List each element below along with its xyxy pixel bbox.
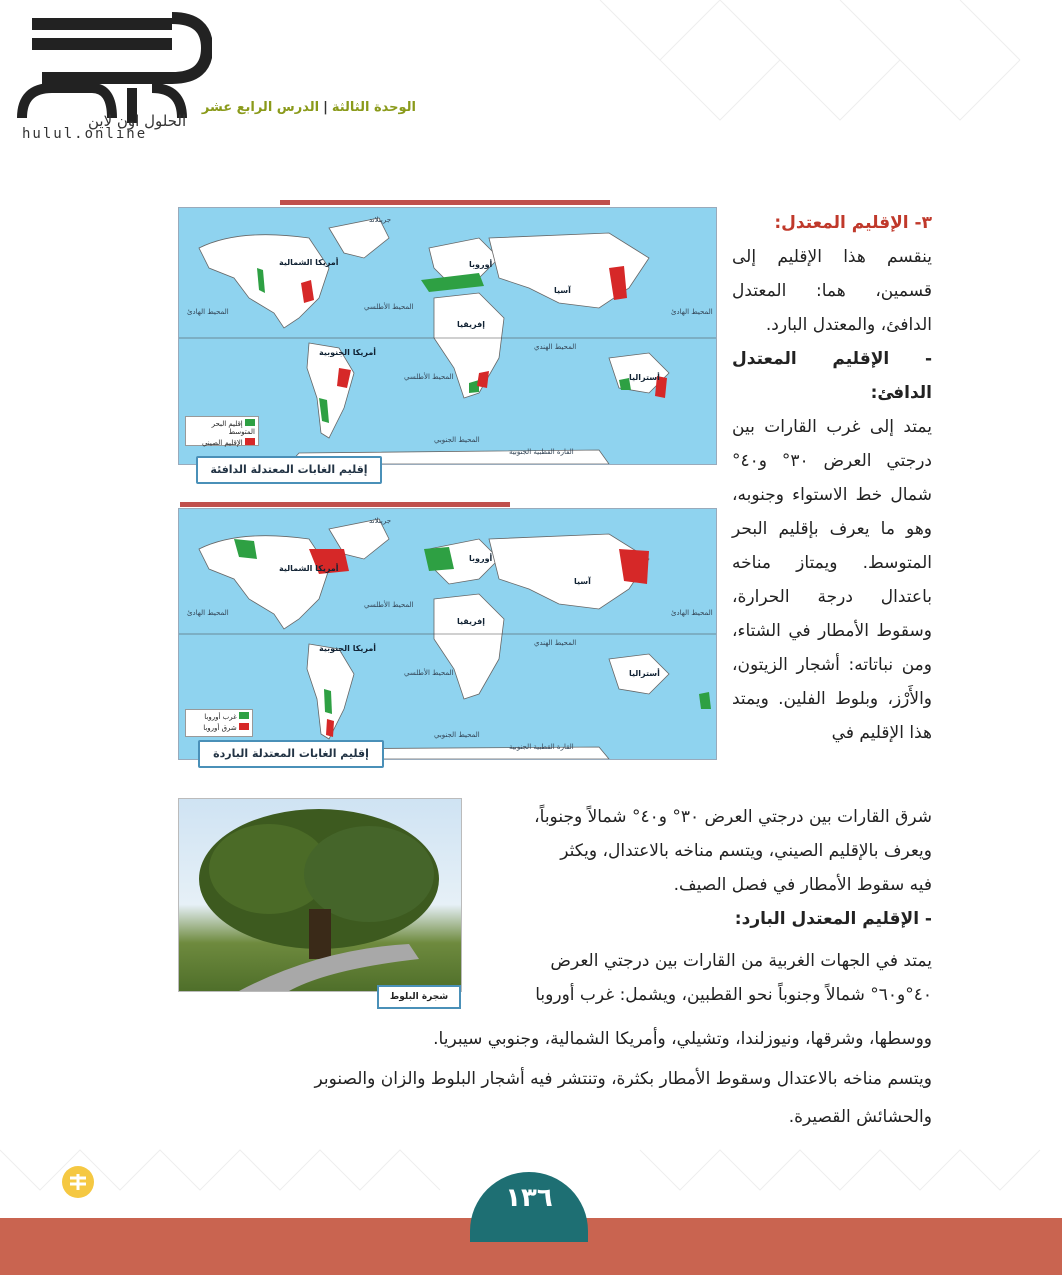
subheading-warm: - الإقليم المعتدل الدافئ: bbox=[732, 349, 932, 403]
map1-legend bbox=[185, 416, 259, 446]
label-europe: أوروبا bbox=[469, 260, 493, 269]
p5-line2: والحشائش القصيرة. bbox=[788, 1107, 932, 1127]
map1-caption: إقليم الغابات المعتدلة الدافئة bbox=[196, 456, 382, 484]
label-africa: إفريقيا bbox=[457, 320, 485, 329]
p4-line2: ٤٠°و٦٠° شمالاً وجنوباً نحو القطبين، ويشمل: غرب أوروبا bbox=[535, 985, 932, 1005]
label-greenland: جرينلاند bbox=[369, 216, 392, 224]
label-pacific-west: المحيط الهادئ bbox=[187, 609, 229, 617]
label-north-america: أمريكا الشمالية bbox=[279, 564, 339, 573]
label-australia: أستراليا bbox=[629, 669, 660, 678]
breadcrumb-separator: | bbox=[323, 100, 328, 115]
legend-item: إقليم البحر المتوسط bbox=[211, 420, 255, 436]
paragraph-1: ينقسم هذا الإقليم إلى قسمين، هما: المعتدل الدافئ، والمعتدل البارد. bbox=[732, 247, 932, 335]
label-pacific-east: المحيط الهادئ bbox=[671, 609, 713, 617]
label-australia: أستراليا bbox=[629, 373, 660, 382]
intro-text-column bbox=[732, 206, 932, 750]
logo-arabic-text: الحلول اون لاين bbox=[88, 112, 187, 130]
label-atlantic-north: المحيط الأطلسي bbox=[364, 601, 414, 609]
label-asia: آسيا bbox=[574, 577, 591, 586]
label-indian: المحيط الهندي bbox=[534, 343, 577, 351]
world-map-1 bbox=[179, 208, 716, 464]
p3-line1: شرق القارات بين درجتي العرض ٣٠° و٤٠° شمالاً وجنوباً، bbox=[534, 807, 932, 827]
label-pacific-east: المحيط الهادئ bbox=[671, 308, 713, 316]
label-atlantic-south: المحيط الأطلسي bbox=[404, 669, 454, 677]
p4-line3: ووسطها، وشرقها، ونيوزلندا، وتشيلي، وأمريكا الشمالية، وجنوبي سيبريا. bbox=[433, 1029, 932, 1049]
breadcrumb bbox=[202, 100, 416, 115]
logo-english-text: hulul.online bbox=[22, 126, 148, 142]
lesson-title: الدرس الرابع عشر bbox=[201, 100, 320, 115]
label-antarctica: القارة القطبية الجنوبية bbox=[509, 448, 574, 456]
legend-item: الإقليم الصيني bbox=[201, 439, 243, 447]
subheading-cold: - الإقليم المعتدل البارد: bbox=[734, 909, 932, 929]
p4-line1: يمتد في الجهات الغربية من القارات بين درجتي العرض bbox=[550, 951, 932, 971]
label-europe: أوروبا bbox=[469, 554, 493, 563]
oak-tree-illustration bbox=[179, 799, 461, 991]
label-north-america: أمريكا الشمالية bbox=[279, 258, 339, 267]
label-southern: المحيط الجنوبي bbox=[434, 731, 480, 739]
tree-caption: شجرة البلوط bbox=[377, 985, 461, 1009]
label-atlantic-north: المحيط الأطلسي bbox=[364, 303, 414, 311]
page-number: ١٣٦ bbox=[470, 1172, 588, 1242]
legend-item: شرق أوروبا bbox=[203, 724, 237, 732]
p5-line1: ويتسم مناخه بالاعتدال وسقوط الأمطار بكثرة، وتنتشر فيه أشجار البلوط والزان والصنوبر bbox=[314, 1069, 932, 1089]
map2-caption: إقليم الغابات المعتدلة الباردة bbox=[198, 740, 384, 768]
label-asia: آسيا bbox=[554, 286, 571, 295]
label-africa: إفريقيا bbox=[457, 617, 485, 626]
p3-line3: فيه سقوط الأمطار في فصل الصيف. bbox=[673, 875, 932, 895]
map-warm-temperate bbox=[178, 207, 717, 465]
label-south-america: أمريكا الجنوبية bbox=[319, 644, 377, 653]
label-greenland: جرينلاند bbox=[369, 517, 392, 525]
unit-title: الوحدة الثالثة bbox=[331, 100, 416, 115]
map2-top-bar bbox=[180, 502, 510, 507]
label-south-america: أمريكا الجنوبية bbox=[319, 348, 377, 357]
legend-item: غرب أوروبا bbox=[204, 713, 237, 721]
label-antarctica: القارة القطبية الجنوبية bbox=[509, 743, 574, 751]
coin-icon bbox=[58, 1160, 98, 1200]
label-southern: المحيط الجنوبي bbox=[434, 436, 480, 444]
map-cool-temperate bbox=[178, 508, 717, 760]
paragraph-2: يمتد إلى غرب القارات بين درجتي العرض ٣٠° و٤٠° شمال خط الاستواء وجنوبه، وهو ما يعرف بإقليم البحر المتوسط. ويمتاز مناخه باعتدال درجة الحرارة، وسقوط الأمطار في الشتاء، ومن نباتاته: أشجار الزيتون، والأَرْز، وبلوط الفلين. ويمتد هذا الإقليم في bbox=[732, 417, 932, 743]
label-indian: المحيط الهندي bbox=[534, 639, 577, 647]
oak-tree-photo bbox=[178, 798, 462, 992]
map2-legend bbox=[185, 709, 253, 737]
map1-top-bar bbox=[280, 200, 610, 205]
label-atlantic-south: المحيط الأطلسي bbox=[404, 373, 454, 381]
label-pacific-west: المحيط الهادئ bbox=[187, 308, 229, 316]
section-heading: ٣- الإقليم المعتدل: bbox=[774, 213, 932, 233]
p3-line2: ويعرف بالإقليم الصيني، ويتسم مناخه بالاعتدال، ويكثر bbox=[560, 841, 932, 861]
world-map-2 bbox=[179, 509, 716, 759]
